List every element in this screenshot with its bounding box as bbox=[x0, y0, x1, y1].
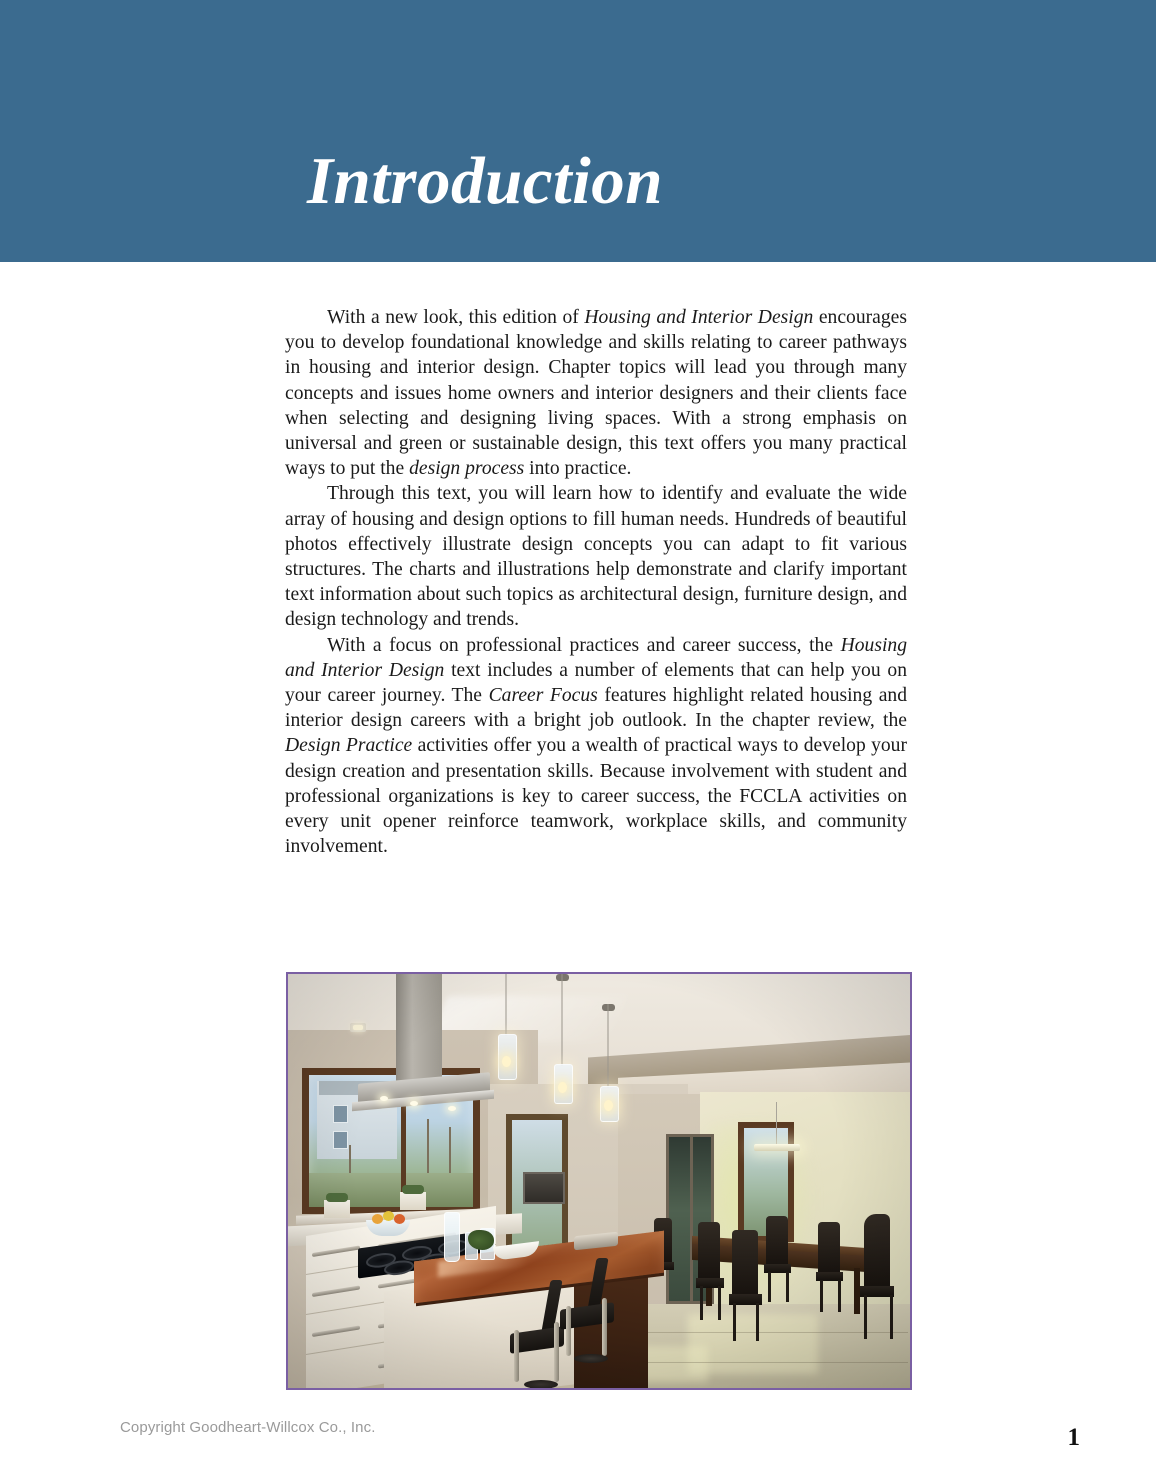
pendant-ceiling-cap bbox=[602, 1004, 615, 1011]
range-hood-light bbox=[448, 1106, 456, 1111]
chair-leg bbox=[718, 1286, 721, 1320]
chair-leg bbox=[786, 1272, 789, 1302]
pendant-light bbox=[598, 1004, 618, 1134]
pendant-cord bbox=[506, 974, 507, 1036]
stool-frame bbox=[566, 1306, 571, 1356]
pendant-bulb bbox=[502, 1056, 511, 1067]
recessed-ceiling-light bbox=[350, 1023, 366, 1032]
chair-leg bbox=[890, 1295, 893, 1339]
copyright-notice: Copyright Goodheart-Willcox Co., Inc. bbox=[120, 1419, 376, 1436]
pendant-cord bbox=[562, 974, 563, 1066]
stool-frame bbox=[514, 1330, 519, 1382]
dining-lamp-cord bbox=[776, 1102, 777, 1146]
pendant-bulb bbox=[604, 1100, 613, 1111]
cabinet-handle bbox=[312, 1245, 360, 1257]
potted-plant bbox=[468, 1230, 494, 1250]
fruit-orange bbox=[394, 1214, 405, 1224]
range-hood-light bbox=[410, 1101, 418, 1106]
door-divider bbox=[690, 1137, 693, 1301]
stool-frame bbox=[554, 1322, 559, 1382]
pendant-bulb bbox=[558, 1082, 567, 1093]
chair-back bbox=[818, 1222, 840, 1274]
chair-back bbox=[732, 1230, 758, 1296]
page-banner bbox=[0, 0, 1156, 262]
chair-leg bbox=[838, 1280, 841, 1312]
range-hood-light bbox=[380, 1096, 388, 1101]
kitchen-interior-photo bbox=[286, 972, 912, 1390]
window-view-house-window bbox=[333, 1131, 348, 1149]
chair-back bbox=[864, 1214, 890, 1288]
page-title: Introduction bbox=[306, 144, 664, 218]
stool-base bbox=[574, 1354, 608, 1363]
fruit-lemon bbox=[383, 1211, 394, 1221]
chair-leg bbox=[768, 1272, 771, 1302]
chair-leg bbox=[864, 1295, 867, 1339]
chair-back bbox=[698, 1222, 720, 1280]
paragraph-1: With a new look, this edition of Housing and Interior Design encourages you to develop foundational knowledge and skills relating to career pathways in housing and interior design. Chapter topics will lead you through many concepts and issues home owners and interior designers and their clients face when selecting and designing living spaces. With a strong emphasis on universal and green or sustainable design, this text offers you many practical ways to put the design process into practice. bbox=[285, 307, 907, 480]
range-hood-duct bbox=[396, 974, 442, 1086]
pendant-cord bbox=[608, 1004, 609, 1088]
pendant-light bbox=[552, 974, 572, 1104]
italic-title: Design Practice bbox=[285, 735, 413, 757]
italic-title: design process bbox=[409, 458, 525, 480]
body-text-column bbox=[285, 305, 907, 859]
window-view-house-window bbox=[333, 1105, 348, 1123]
stool-base bbox=[524, 1380, 558, 1388]
pendant-light bbox=[496, 974, 516, 1082]
paragraph-2: Through this text, you will learn how to identify and evaluate the wide array of housing and design options to fill human needs. Hundreds of beautiful photos effectively illustrate design concepts you can adapt to fit various structures. The charts and illustrations help demonstrate and clarify important text information about such topics as architectural design, furniture design, and design technology and trends. bbox=[285, 483, 907, 631]
glass-carafe bbox=[444, 1212, 460, 1262]
page-number: 1 bbox=[1067, 1424, 1080, 1451]
chair-back bbox=[766, 1216, 788, 1266]
windowsill-planter bbox=[400, 1192, 426, 1210]
paragraph-3: With a focus on professional practices and career success, the Housing and Interior Design text includes a number of elements that can help you on your career journey. The Career Focus features highlight related housing and interior design careers with a bright job outlook. In the chapter review, the Design Practice activities offer you a wealth of practical ways to develop your design creation and presentation skills. Because involvement with student and professional organizations is key to career success, the FCCLA activities on every unit opener reinforce teamwork, workplace skills, and community involvement. bbox=[285, 634, 908, 858]
chair-leg bbox=[756, 1303, 759, 1341]
photo-scene bbox=[288, 974, 910, 1388]
stool-frame bbox=[602, 1298, 607, 1356]
chair-leg bbox=[820, 1280, 823, 1312]
italic-title: Career Focus bbox=[488, 685, 598, 707]
italic-title: Housing and Interior Design bbox=[285, 634, 907, 681]
wall-mounted-tv bbox=[523, 1172, 565, 1204]
chair-leg bbox=[700, 1286, 703, 1320]
italic-title: Housing and Interior Design bbox=[584, 307, 814, 328]
pendant-ceiling-cap bbox=[556, 974, 569, 981]
cabinet-handle bbox=[312, 1285, 360, 1297]
cabinet-handle bbox=[312, 1325, 360, 1337]
windowsill-planter bbox=[324, 1200, 350, 1218]
fruit-orange bbox=[372, 1214, 383, 1224]
chair-leg bbox=[733, 1303, 736, 1341]
dining-pendant-lamp bbox=[754, 1144, 800, 1151]
